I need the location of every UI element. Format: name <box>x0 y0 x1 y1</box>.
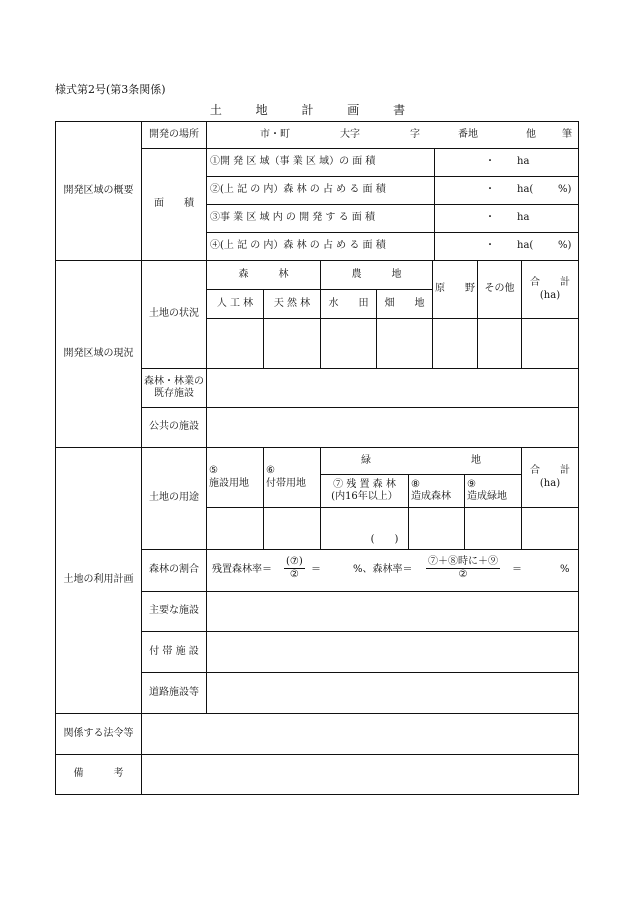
total-header-label: 合 計 <box>530 277 570 288</box>
remaining-ratio-fraction <box>284 556 305 580</box>
attached-facilities-input[interactable] <box>207 632 578 672</box>
created-forest-header <box>409 475 464 507</box>
road-facilities-input[interactable] <box>207 673 578 713</box>
total-input[interactable] <box>522 319 578 368</box>
public-facilities-input[interactable] <box>207 408 578 447</box>
use-total-label: 合 計 <box>530 465 570 476</box>
remaining-forest-sub: (内16年以上） <box>331 491 398 502</box>
auxiliary-land-number: ⑥ <box>266 465 275 476</box>
artificial-forest-header: 人 工 林 <box>216 297 254 309</box>
other-input[interactable] <box>478 319 521 368</box>
area-row-4-dot: ・ <box>485 240 495 252</box>
forest-ratio-numerator: ⑦＋⑧時に＋⑨ <box>428 556 498 567</box>
created-forest-number: ⑧ <box>411 478 420 490</box>
location-field[interactable] <box>207 122 578 148</box>
created-green-label: 造成緑地 <box>467 491 507 502</box>
use-total-header <box>522 448 578 507</box>
other-header: その他 <box>484 283 515 295</box>
area-row-3-dot: ・ <box>485 212 495 224</box>
created-green-number: ⑨ <box>467 478 476 490</box>
forest-header: 森 林 <box>238 268 289 280</box>
forest-ratio-text: %、森林率＝ <box>353 564 413 576</box>
facility-land-input[interactable] <box>207 508 263 549</box>
area-row-1-unit: ha <box>517 156 530 168</box>
remaining-forest-input[interactable] <box>321 508 408 549</box>
total-header-unit: (ha) <box>539 289 561 301</box>
wildland-header: 原 野 <box>435 283 475 295</box>
area-row-2-label: ②(上 記 の 内）森 林 の 占 め る 面 積 <box>210 184 386 196</box>
attached-facilities-label: 付 帯 施 設 <box>149 645 199 657</box>
location-city: 市・町 <box>260 128 290 140</box>
area-row-2-dot: ・ <box>485 184 495 196</box>
created-forest-label: 造成森林 <box>411 491 451 502</box>
green-land-header: 緑 地 <box>361 454 481 466</box>
land-status-label: 土地の状況 <box>149 308 199 320</box>
remaining-ratio-denominator: ② <box>289 568 299 580</box>
remarks-input[interactable] <box>142 755 578 794</box>
forest-ratio-denominator: ② <box>458 568 468 580</box>
public-facilities-label: 公共の施設 <box>149 421 199 433</box>
location-hitsu: 筆 <box>562 128 572 140</box>
artificial-forest-input[interactable] <box>207 319 263 368</box>
forest-ratio-formula[interactable] <box>207 550 578 591</box>
facility-land-header <box>207 448 263 507</box>
remaining-ratio-numerator: (⑦) <box>286 556 303 567</box>
forest-ratio-equals: ＝ <box>512 564 522 576</box>
remaining-forest-header <box>321 475 408 507</box>
area-row-2-pct: %) <box>558 184 572 196</box>
main-facilities-label: 主要な施設 <box>149 605 199 617</box>
field-input[interactable] <box>377 319 432 368</box>
related-laws-label: 関係する法令等 <box>63 727 134 739</box>
auxiliary-land-label: 付帯用地 <box>266 477 306 489</box>
created-green-header <box>465 475 521 507</box>
area-row-4-label: ④(上 記 の 内）森 林 の 占 め る 面 積 <box>210 240 386 252</box>
area-row-1-dot: ・ <box>485 156 495 168</box>
paddy-input[interactable] <box>321 319 376 368</box>
section-overview-label: 開発区域の概要 <box>63 184 134 196</box>
area-row-2-unit: ha( <box>517 184 534 196</box>
section-current-label: 開発区域の現況 <box>63 347 134 359</box>
location-oaza: 大字 <box>340 128 360 140</box>
created-green-input[interactable] <box>465 508 521 549</box>
existing-facilities-input[interactable] <box>207 369 578 407</box>
facility-land-number: ⑤ <box>209 465 218 476</box>
road-facilities-label: 道路施設等 <box>149 686 199 698</box>
area-row-3-unit: ha <box>517 212 530 224</box>
forest-ratio-fraction <box>426 556 500 580</box>
auxiliary-land-input[interactable] <box>264 508 320 549</box>
use-total-unit: (ha) <box>539 477 561 489</box>
remaining-ratio-equals: ＝ <box>311 564 321 576</box>
natural-forest-header: 天 然 林 <box>273 297 311 309</box>
total-header <box>522 261 578 318</box>
area-row-4-value[interactable] <box>435 233 578 260</box>
existing-facilities-label: 森林・林業の既存施設 <box>144 375 204 399</box>
location-aza: 字 <box>410 128 420 140</box>
page-title: 土 地 計 画 書 <box>209 103 421 117</box>
remarks-label: 備 考 <box>73 768 124 780</box>
location-label: 開発の場所 <box>149 128 199 140</box>
remaining-forest-label: ⑦ 残 置 森 林 <box>333 478 396 490</box>
wildland-input[interactable] <box>433 319 477 368</box>
use-total-input[interactable] <box>522 508 578 549</box>
facility-land-label: 施設用地 <box>209 477 249 489</box>
form-code: 様式第2号(第3条関係) <box>55 83 166 96</box>
area-row-3-label: ③事 業 区 域 内 の 開 発 す る 面 積 <box>210 212 375 224</box>
area-row-1-value[interactable] <box>435 149 578 176</box>
auxiliary-land-header <box>264 448 320 507</box>
created-forest-input[interactable] <box>409 508 464 549</box>
area-row-1-label: ①開 発 区 域（事 業 区 域）の 面 積 <box>210 156 376 168</box>
farmland-header: 農 地 <box>351 268 402 280</box>
land-use-label: 土地の用途 <box>149 492 199 504</box>
paddy-header: 水 田 <box>328 297 369 309</box>
remaining-ratio-text: 残置森林率＝ <box>212 564 272 576</box>
area-row-2-value[interactable] <box>435 177 578 204</box>
area-row-3-value[interactable] <box>435 205 578 232</box>
area-label: 面 積 <box>154 198 194 210</box>
area-row-4-unit: ha( <box>517 240 534 252</box>
related-laws-input[interactable] <box>142 714 578 754</box>
section-plan-label: 土地の利用計画 <box>63 574 134 586</box>
forest-ratio-label: 森林の割合 <box>149 564 199 576</box>
main-facilities-input[interactable] <box>207 592 578 631</box>
area-row-4-pct: %) <box>558 240 572 252</box>
forest-ratio-percent: % <box>560 564 570 576</box>
field-header: 畑 地 <box>384 297 425 309</box>
location-other: 他 <box>526 128 536 140</box>
location-banchi: 番地 <box>458 128 478 140</box>
natural-forest-input[interactable] <box>264 319 320 368</box>
remaining-forest-paren: ( ) <box>370 533 399 545</box>
